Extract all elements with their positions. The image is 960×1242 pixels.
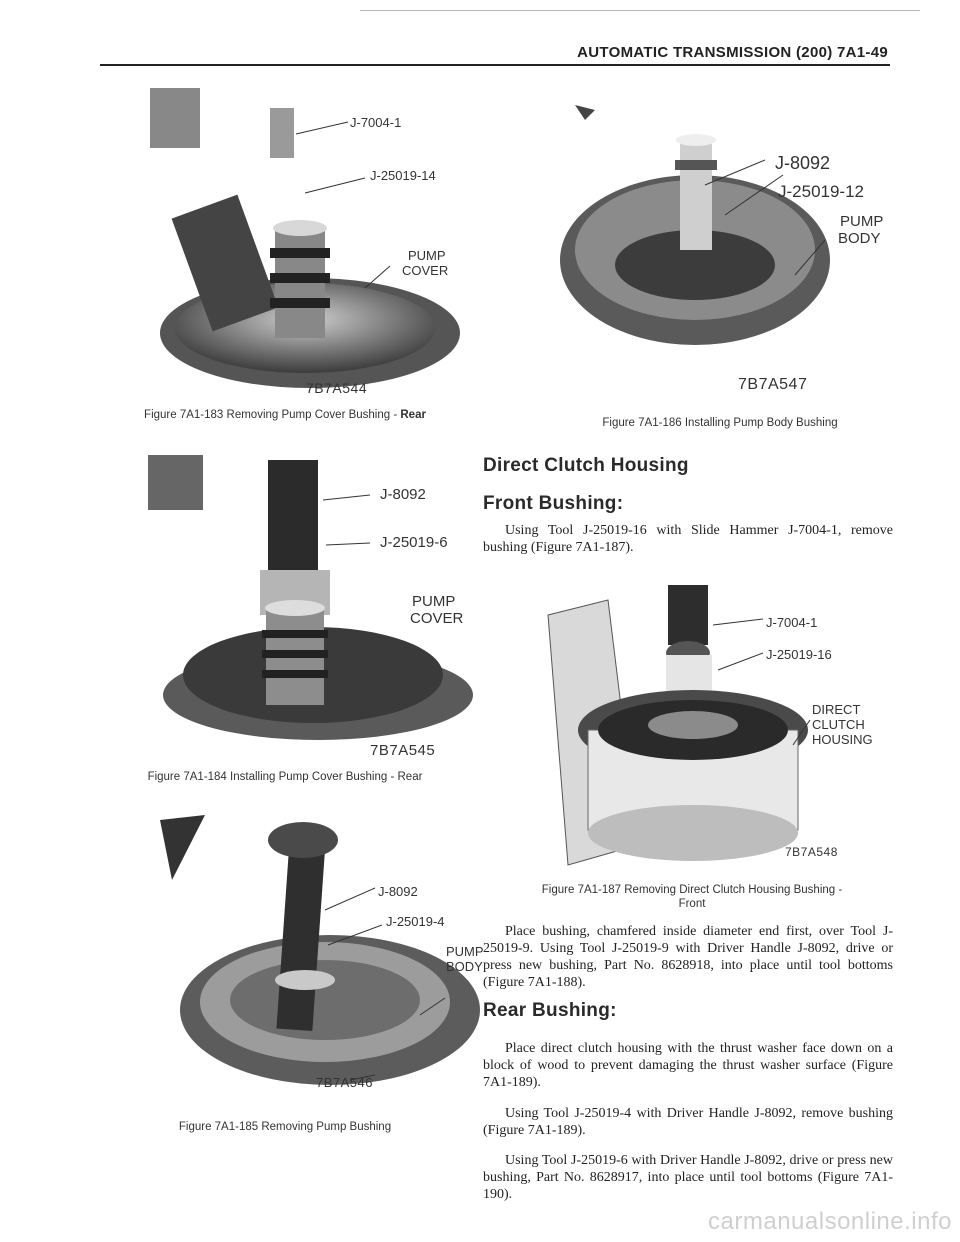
label-j-8092: J-8092 (378, 884, 418, 899)
label-pump: PUMP (446, 944, 484, 959)
caption-text: Figure 7A1-183 Removing Pump Cover Bushing - (144, 409, 401, 421)
figure-185-photo (160, 810, 460, 1110)
caption-line-2: Front (678, 898, 706, 910)
rear-bushing-paragraph-1: Place direct clutch housing with the thrust washer face down on a block of wood to prevent damaging the thrust washer surface (Figure 7A1-189). (483, 1041, 893, 1090)
rear-bushing-paragraph-3: Using Tool J-25019-6 with Driver Handle J-8092, drive or press new bushing, Part No. 8628917, into place until tool bottoms (Figure 7A1-190). (483, 1153, 893, 1202)
label-j-25019-6: J-25019-6 (380, 534, 448, 551)
figure-code: 7B7A548 (785, 845, 838, 859)
caption-text: Figure 7A1-185 Removing Pump Bushing (178, 1121, 392, 1133)
subheading-rear-bushing: Rear Bushing: (483, 1000, 617, 1021)
front-bushing-paragraph-1: Using Tool J-25019-16 with Slide Hammer J-7004-1, remove bushing (Figure 7A1-187). (483, 523, 893, 555)
footer-watermark: carmanualsonline.info (708, 1208, 952, 1235)
figure-code: 7B7A547 (738, 376, 808, 393)
figure-183-photo (150, 88, 390, 378)
caption-text: Figure 7A1-186 Installing Pump Body Bushing (602, 417, 838, 429)
label-cover: COVER (402, 263, 449, 278)
label-j-25019-12: J-25019-12 (778, 182, 865, 201)
rear-bushing-paragraph-2: Using Tool J-25019-4 with Driver Handle J-8092, remove bushing (Figure 7A1-189). (483, 1106, 893, 1138)
figure-186-photo (555, 100, 865, 390)
caption-line-1: Figure 7A1-187 Removing Direct Clutch Housing Bushing - (541, 884, 843, 896)
label-pump: PUMP (840, 213, 884, 230)
figure-185-caption (105, 1120, 465, 1134)
label-cover: COVER (410, 610, 464, 627)
label-j-25019-14: J-25019-14 (370, 168, 436, 183)
label-body: BODY (446, 959, 483, 974)
figure-184-caption (90, 770, 480, 784)
top-rule (360, 10, 920, 11)
label-housing: HOUSING (812, 732, 873, 747)
subheading-front-bushing: Front Bushing: (483, 493, 624, 514)
caption-bold-text: Rear (400, 409, 426, 421)
caption-text: Figure 7A1-184 Installing Pump Cover Bushing - Rear (147, 771, 423, 783)
label-pump: PUMP (412, 593, 456, 610)
figure-code: 7B7A545 (370, 742, 436, 759)
front-bushing-paragraph-2: Place bushing, chamfered inside diameter end first, over Tool J-25019-9. Using Tool J-25019-9 with Driver Handle J-8092, drive or press new bushing, Part No. 8628918, into place until tool bottoms (Figure 7A1-188). (483, 924, 893, 990)
figure-code: 7B7A544 (306, 380, 368, 396)
label-pump: PUMP (408, 248, 446, 263)
label-body: BODY (838, 230, 881, 247)
label-j-25019-16: J-25019-16 (766, 647, 832, 662)
running-head: AUTOMATIC TRANSMISSION (200) 7A1-49 (577, 44, 888, 61)
label-j-8092: J-8092 (775, 153, 831, 173)
label-j-7004-1: J-7004-1 (766, 615, 818, 630)
header-rule (100, 64, 890, 66)
figure-183-caption (105, 408, 465, 422)
label-j-25019-4: J-25019-4 (386, 914, 445, 929)
figure-187-caption (492, 883, 892, 911)
section-heading-direct-clutch-housing: Direct Clutch Housing (483, 455, 689, 476)
label-direct: DIRECT (812, 702, 861, 717)
figure-code: 7B7A546 (316, 1075, 373, 1090)
label-clutch: CLUTCH (812, 717, 865, 732)
label-j-8092: J-8092 (380, 486, 426, 503)
label-j-7004-1: J-7004-1 (350, 115, 402, 130)
figure-186-caption (560, 416, 880, 430)
